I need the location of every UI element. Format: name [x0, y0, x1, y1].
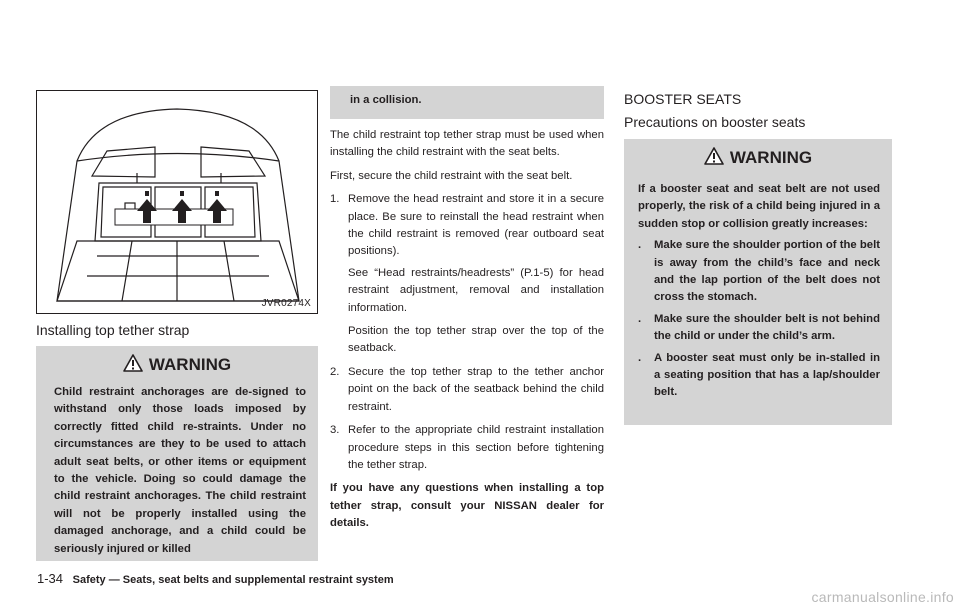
warning-bullet: . Make sure the shoulder belt is not behind the child or under the child’s arm.: [638, 312, 880, 343]
figure-code: JVR0274X: [261, 298, 311, 309]
warning-continued-body: [330, 86, 604, 109]
paragraph-secure-first: First, secure the child restraint with the seat belt.: [330, 169, 573, 182]
warning-text: Child restraint anchorages are de-signed to withstand only those loads imposed by correctly fitted child re-straints. Under no circumstances are they to be used to attach adult seat belts, or other items or equipment to the vehicle. Doing so could damage the child restraint anchorages. The child restraint will not be properly installed using the damaged anchorage, and a child could be seriously injured or killed: [54, 386, 306, 555]
step-number: 1.: [330, 193, 340, 206]
page-number: 1-34: [37, 571, 64, 586]
warning-triangle-icon: [704, 147, 724, 170]
step-text: Secure the top tether strap to the tether anchor point on the back of the seatback behind the child restraint.: [348, 365, 604, 413]
watermark: carmanualsonline.info: [811, 589, 954, 605]
warning-title: WARNING: [729, 148, 813, 167]
warning-body: [624, 177, 892, 402]
warning-title: WARNING: [148, 355, 232, 374]
cargo-illustration: [37, 91, 318, 314]
warning-box-continued: [330, 86, 604, 119]
footer-title: Safety — Seats, seat belts and supplemental restraint system: [72, 574, 394, 586]
step-text: Remove the head restraint and store it in a secure place. Be sure to reinstall the head restraint when the child restraint is removed (rear outboard seat positions).: [348, 193, 604, 258]
warning-continued-text: in a collision.: [350, 94, 422, 106]
step-3: [330, 422, 604, 474]
paragraph-top-tether: The child restraint top tether strap must be used when installing the child restraint with the seat belts.: [330, 129, 604, 159]
warning-box-tether: [36, 346, 318, 561]
step-2: [330, 364, 604, 416]
page-footer: [37, 571, 394, 586]
figure-cargo-area: [36, 90, 318, 314]
step-1-note-headrests: See “Head restraints/headrests” (P.1-5) for head restraint adjustment, removal and installation information.: [348, 266, 604, 314]
step-1: [330, 191, 604, 261]
step-number: 2.: [330, 365, 340, 378]
step-number: 3.: [330, 424, 340, 437]
closing-note: If you have any questions when installing a top tether strap, consult your NISSAN dealer for details.: [330, 482, 604, 530]
section-heading-booster: BOOSTER SEATS: [624, 91, 742, 107]
subheading-precautions: Precautions on booster seats: [624, 114, 806, 130]
section-heading-tether: Installing top tether strap: [36, 322, 190, 338]
warning-intro: If a booster seat and seat belt are not used properly, the risk of a child being injured in a sudden stop or collision greatly increases:: [638, 183, 880, 230]
warning-header: [624, 139, 892, 177]
step-1-note-position: Position the top tether strap over the top of the seatback.: [348, 325, 604, 355]
warning-header: [36, 346, 318, 384]
warning-bullet: . A booster seat must only be in-stalled in a seating position that has a lap/shoulder belt.: [638, 351, 880, 399]
warning-bullet: . Make sure the shoulder portion of the belt is away from the child’s face and neck and the lap portion of the belt does not cross the stomach.: [638, 239, 880, 304]
column-2-text: [330, 127, 604, 539]
warning-triangle-icon: [123, 354, 143, 377]
step-text: Refer to the appropriate child restraint installation procedure steps in this section before tightening the tether strap.: [348, 424, 604, 471]
warning-box-booster: [624, 139, 892, 425]
warning-body: [36, 384, 318, 558]
